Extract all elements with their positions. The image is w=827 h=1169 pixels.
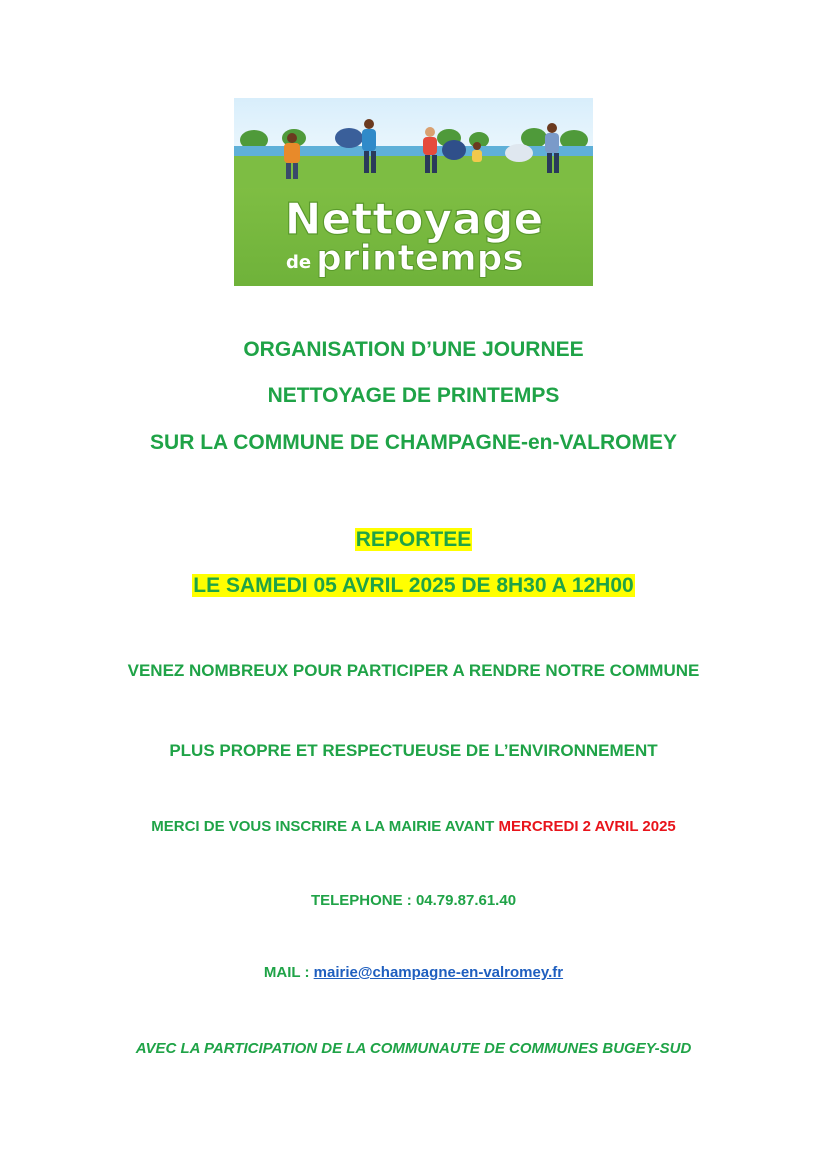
heading-line-1: ORGANISATION D’UNE JOURNEE — [243, 338, 584, 361]
banner-title-small: de — [286, 252, 312, 273]
body-line-1: VENEZ NOMBREUX POUR PARTICIPER A RENDRE NOTRE COMMUNE — [127, 661, 700, 680]
banner-title-line2: printemps — [316, 238, 524, 279]
heading-line-3: SUR LA COMMUNE DE CHAMPAGNE-en-VALROMEY — [150, 431, 677, 454]
register-line — [0, 818, 827, 835]
phone-line: TELEPHONE : 04.79.87.61.40 — [310, 892, 517, 909]
mail-label: MAIL : — [263, 964, 310, 981]
banner-image — [234, 98, 593, 286]
mail-line — [0, 964, 827, 981]
banner-title-line1: Nettoyage — [284, 194, 544, 245]
mail-link[interactable]: mairie@champagne-en-valromey.fr — [313, 964, 564, 981]
register-text: MERCI DE VOUS INSCRIRE A LA MAIRIE AVANT — [151, 818, 495, 835]
notice-date-row — [0, 574, 827, 598]
footer-line: AVEC LA PARTICIPATION DE LA COMMUNAUTE DE COMMUNES BUGEY-SUD — [135, 1040, 692, 1057]
notice-date: LE SAMEDI 05 AVRIL 2025 DE 8H30 A 12H00 — [193, 574, 634, 597]
notice-status-row — [0, 528, 827, 552]
body-line-2: PLUS PROPRE ET RESPECTUEUSE DE L’ENVIRONNEMENT — [169, 741, 658, 760]
heading-line-2: NETTOYAGE DE PRINTEMPS — [267, 384, 560, 407]
cleanup-illustration — [234, 98, 593, 286]
register-deadline: MERCREDI 2 AVRIL 2025 — [498, 818, 676, 835]
notice-status: REPORTEE — [355, 528, 472, 551]
